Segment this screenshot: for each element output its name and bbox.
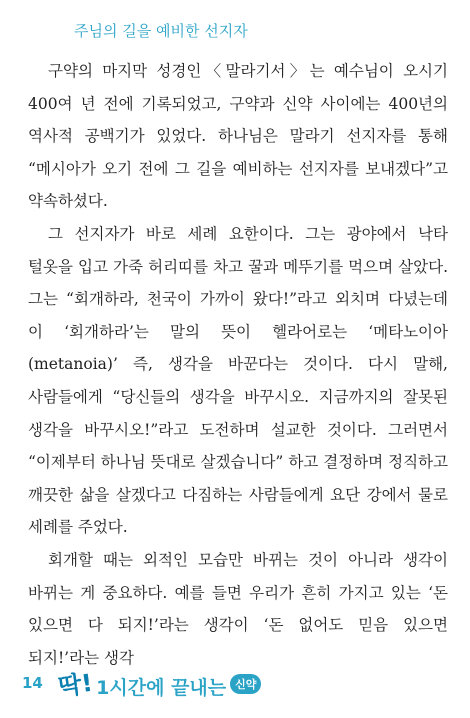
body-text [28,55,448,674]
section-title: 주님의 길을 예비한 선지자 [74,22,248,40]
paragraph-1: 구약의 마지막 성경인〈말라기서〉는 예수님이 오시기 400여 년 전에 기록되었고, 구약과 신약 사이에는 400년의 역사적 공백기가 있었다. 하나님은 말라기 선지자를 통해 “메시아가 오기 전에 그 길을 예비하는 선지자를 보내겠다”고 약속하셨다. [28,62,448,211]
page-number: 14 [22,674,43,692]
paragraph-2: 그 선지자가 바로 세례 요한이다. 그는 광야에서 낙타 털옷을 입고 가죽 허리띠를 차고 꿀과 메뚜기를 먹으며 살았다. 그는 “회개하라, 천국이 가까이 왔다!”라고 외치며 다녔는데 이 ‘회개하라’는 말의 뜻이 헬라어로는 ‘메타노이아(metanoia)’ 즉, 생각을 바꾼다는 것이다. 다시 말해, 사람들에게 “당신들의 생각을 바꾸시오. 지금까지의 잘못된 생각을 바꾸시오!”라고 도전하며 설교한 것이다. 그러면서 “이제부터 하나님 뜻대로 살겠습니다” 하고 결정하며 정직하고 깨끗한 삶을 살겠다고 다짐하는 사람들에게 요단 강에서 물로 세례를 주었다. [28,224,448,537]
page-footer [0,660,470,710]
series-logo [58,664,261,700]
paragraph-3: 회개할 때는 외적인 모습만 바뀌는 것이 아니라 생각이 바뀌는 게 중요하다. 예를 들면 우리가 흔히 가지고 있는 ‘돈 있으면 다 되지!’라는 생각이 ‘돈 없어도 믿음 있으면 되지!’라는 생각 [28,550,448,667]
logo-badge: 신약 [230,674,261,694]
logo-phrase: 1시간에 끝내는 [96,677,227,699]
logo-word: 딱! [56,668,95,702]
